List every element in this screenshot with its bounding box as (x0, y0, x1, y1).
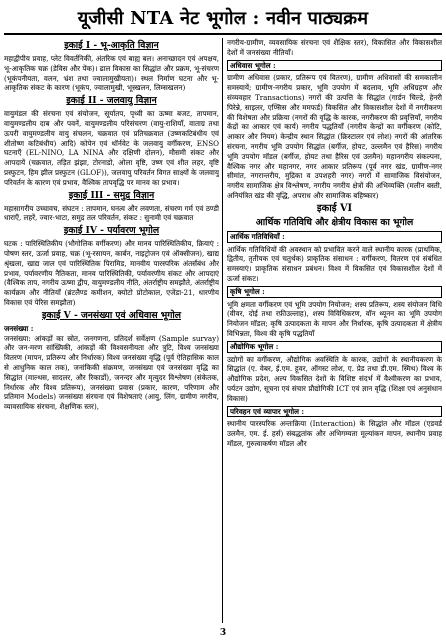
unit-2-heading: इकाई II - जलवायु विज्ञान (66, 95, 157, 107)
transport-section (227, 406, 442, 418)
right-column (227, 38, 442, 623)
transport-subheading: परिवहन एवं व्यापार भूगोल : (230, 406, 305, 416)
agriculture-subheading: कृषि भूगोल : (230, 286, 265, 296)
unit-1-heading: इकाई I - भू-आकृति विज्ञान (64, 40, 159, 51)
agriculture-text: भूमि क्षमता वर्गीकरण एवं भूमि उपयोग नियोजन; शस्य प्रतिरूप, शस्य संयोजन विधि (वीवर, दोई तथा रफ़ीउल्लाह), शस्य विविधिकरण, वॉन थ्यूनन का भूमि उपयोग नियोजन मॉडल; कृषि उत्पादकता के मापन और निर्धारक, कृषि उत्पादकता में क्षेत्रीय विभिन्नता, विश्व की कृषि पद्धतियाँ (227, 299, 442, 338)
unit-1-text: महाद्वीपीय प्रवाह, प्लेट विवर्तनिकी, अंतरिक एवं बाह्य बल। अनाच्छादन एवं अपक्षय, भू-आकृतिक चक्र (डेविस और पेंक)। ढाल विकास का सिद्धांत और प्रक्रम, भू-संचरण (भूकंपनीयता, वलन, भ्रंश तथा ज्वालामुखीयता)। स्थल निर्माण घटना और भू-आकृतिक संकट के कारण (भूकंप, ज्वालामुखी, भूस्खलन, लिम्सखलन) (4, 54, 219, 93)
economic-subheading: आर्थिक गतिविधियाँ : (230, 231, 285, 241)
unit-6-heading: इकाई VI (316, 202, 353, 214)
industrial-section (227, 341, 442, 353)
agriculture-section (227, 286, 442, 298)
population-subheading: जनसंख्या : (4, 323, 34, 333)
unit-2-text: वायुमंडल की संरचना एवं संयोजन, सूर्यातप, पृथ्वी का ऊष्मा बजट, तापमान, वायुमण्डलीय दाब और पवनें, वायुमण्डलीय परिसंचरण (वायु-राशियाँ, वाताग्र तथा ऊपरी वायुमण्डलीय वायु संचलन, चक्रवात एवं प्रतिचक्रवात (उष्णकटिबंधीय एवं शीतोष्ण कटिबंधीय) आदि) कोपेन एवं थॉर्नवेट के जलवायु वर्गीकरण, ENSO घटनाएँ (EL-NINO, LA NINA और दक्षिणी दोलन), मौसमी संकट और आपदायें (चक्रवात, तड़ित झंझा, टोरनाडो, ओला वृष्टि, उष्ण एवं शीत लहर, वृष्टि प्रस्फुटन, हिम झील प्रस्फुटन (GLOF)), जलवायु परिवर्तन विगत साक्ष्यों के जलवायु परिवर्तन के कारण एवं प्रभाव, वैश्विक तापवृद्धि पर मानव का प्रभाव। (4, 109, 219, 187)
unit-4-text: घटक : पारिस्थितिकीय (भौगोलिक वर्गीकरण) और मानव पारिस्थितिकीय, क्रियाएं : पोषण स्तर, ऊर्जा प्रवाह, चक्र (भू-रसायन, कार्बन, नाइट्रोजन एवं ऑक्सीजन), खाद्य श्रृंखला, खाद्य जाल एवं पारिस्थितिक पिरामिड, मानवीय पारस्परिक अंतर्संबंध और प्रभाव, पर्यावरणीय नैतिकता, मानव पारिस्थितिकी, पर्यावरणीय संकट और आपदाएं (वैश्विक ताप, नगरीय ऊष्मा द्वीप, वायुमण्डलीय नीति, अंतर्राष्ट्रीय समझौते, अंतर्राष्ट्रीय कार्यक्रम और नीतियाँ (ब्रंटलैण्ड कमीशन, क्योटो प्रोटोकाल, एजेंडा-21, धारणीय विकास एवं पेरिस समझौता) (4, 239, 219, 307)
page-title: यूजीसी NTA नेट भूगोल : नवीन पाठ्यक्रम (4, 3, 442, 35)
unit-4-heading: इकाई IV - पर्यावरण भूगोल (63, 225, 160, 237)
industrial-subheading: औद्योगिक भूगोल : (230, 341, 279, 351)
industrial-text: उद्योगों का वर्गीकरण, औद्योगिक अवस्थिति के कारक, उद्योगों के स्थानीयकरण के सिद्धांत (ए. वेबर, ई.एम. हूवर, ऑगस्ट लोश, ए. प्रेड तथा डी.एम. स्मिथ) विश्व के औद्योगिक प्रदेश, अल्प विकसित देशों के विशिष्ट संदर्भ में वैश्वीकरण का प्रभाव, पर्यटन उद्योग, सूचना एवं संचार प्रौद्योगिकी ICT एवं ज्ञान वृद्धि (शिक्षा एवं अनुसंधान विकास) (227, 354, 442, 403)
unit-5-heading: इकाई V - जनसंख्या एवं अधिवास भूगोल (42, 309, 181, 321)
economic-section (227, 231, 442, 243)
settlement-section (227, 60, 442, 72)
population-continued-text: नगरीय-ग्रामीण, व्यवसायिक संरचना एवं शैक्षिक स्तर), विकासित और विकासशील देशों में जनसंख्या नीतियाँ। (227, 38, 442, 57)
left-column (4, 38, 219, 623)
settlement-subheading: अधिवास भूगोल : (230, 60, 276, 70)
settlement-text: ग्रामीण अधिवास (प्रकार, प्रतिरूप एवं वितरण), ग्रामीण अधिवासों की समकालीन समस्यायें; ग्रामीण-नगरीय प्रकार, भूमि उपयोग में बदलाव, भूमि अधिग्रहण और संव्यवहार Transactions) नगरों की उत्पत्ति के सिद्धांत (गार्डन चिल्डे, हेनरी पिरेन्ने, साइलर, एण्सिस और ममफर्ड) विकसित और विकासशील देशों में नगरीकरण की विशेषता और प्रक्रिया (नगरों की वृद्धि के कारक, नगरीकरण की प्रवृत्तियाँ, नगरीय केंद्रों का आकार एवं कार्य) नगरीय पद्धतियाँ (नगरीय केन्द्रों का वर्गीकरण (कोटि, आकार और नियम) केन्द्रीय स्थान सिद्धांत (क्रिस्टालर एवं लोश) नगरों की आंतरिक संरचना, नगरीय भूमि उपयोग सिद्धांत (बर्गीज, होयट, उल्लमैन एवं हैरिस) नगरीय भूमि उपयोग मॉडल (बर्गीज, होयट तथा हैरिस एवं उलमैन) महानगरीय संकल्पना, वैश्विक नगर और महानगर, नगर आकार प्रतिरूप (पूर्व नगर खंड, ग्रामीण-नगर सीमांत, नगरान्तरीय, मुद्रिका व उपशहरी नगर) नगरों में सामाजिक विसंयोजन, नगरीय सामाजिक क्षेत्र विश्लेषण, नगरीय नगरीय क्षेत्रों की अभिव्यक्ति (मलीन बस्ती, अनियंत्रित खंड की वृद्धि, अपराध और सामाजिक बहिष्कार) (227, 73, 442, 200)
unit-3-text: महासागरीय उच्चावच, संघटन : तापमान, घनत्व और लवणता, संचरण गर्म एवं ठण्डी धाराएँ, लहरें, ज्वार-भाटा, समुद्र तल परिवर्तन, संकट : सुनामी एवं चक्रवात (4, 203, 219, 223)
column-divider (222, 38, 223, 623)
economic-text: आर्थिक गतिविधियों की अवस्थान को प्रभावित करने वाले स्थानीय कारक (प्राथमिक, द्वितीय, तृतीयक एवं चतुर्थक) प्राकृतिक संसाधन : वर्गीकरण, वितरण एवं संबंधित समस्याएं। प्राकृतिक संसाधन प्रबंधन। विश्व में विकसित एवं विकासशील देशों में ऊर्जा संकट। (227, 244, 442, 283)
unit-3-heading: इकाई III - समुद्र विज्ञान (68, 189, 155, 201)
unit-5-text: जनसंख्या: आंकड़ों का स्रोत, जनगणना, प्रतिदर्श सर्वेक्षण (Sample survay) और जन-मरण सांख्यिकी, आंकड़ों की विश्वसनीयता और त्रुटि, विश्व जनसंख्या वितरण (मापन, प्रतिरूप और निर्धारक) विश्व जनसंख्या वृद्धि (पूर्व ऐतिहासिक काल से आधुनिक काल तक), जनांकिकी संक्रमण, जनसंख्या एवं जनसंख्या वृद्धि का सिद्धांत (माल्थस, सादलर, और रिकार्डो), जनन्दर और मृत्युदर विश्लेषण (संकेतक, निर्धारक और विश्व प्रतिरूप), जनसंख्या प्रवास (प्रकार, कारण, परिणाम और प्रतिमान Models) जनसंख्या संरचना एवं विशेषताएं (आयु, लिंग, ग्रामीण नगरीय, व्यावसायिक संरचना, शैक्षणिक स्तर), (4, 333, 219, 412)
page-number: 3 (219, 628, 227, 638)
unit-6-subtitle: आर्थिक गतिविधि और क्षेत्रीय विकास का भूगोल (255, 216, 414, 228)
transport-text: स्थानीय पारस्परिक अन्तःक्रिया (Interaction) के सिद्धांत और मॉडल (एडवर्ड उलमैन, एम. ई. हर्स) संबद्धतांक और अभिगम्यता मूल्यांकन मापन, स्थानीय प्रवाह मॉडल, गुरुत्वाकर्षण मॉडल और (227, 419, 442, 448)
